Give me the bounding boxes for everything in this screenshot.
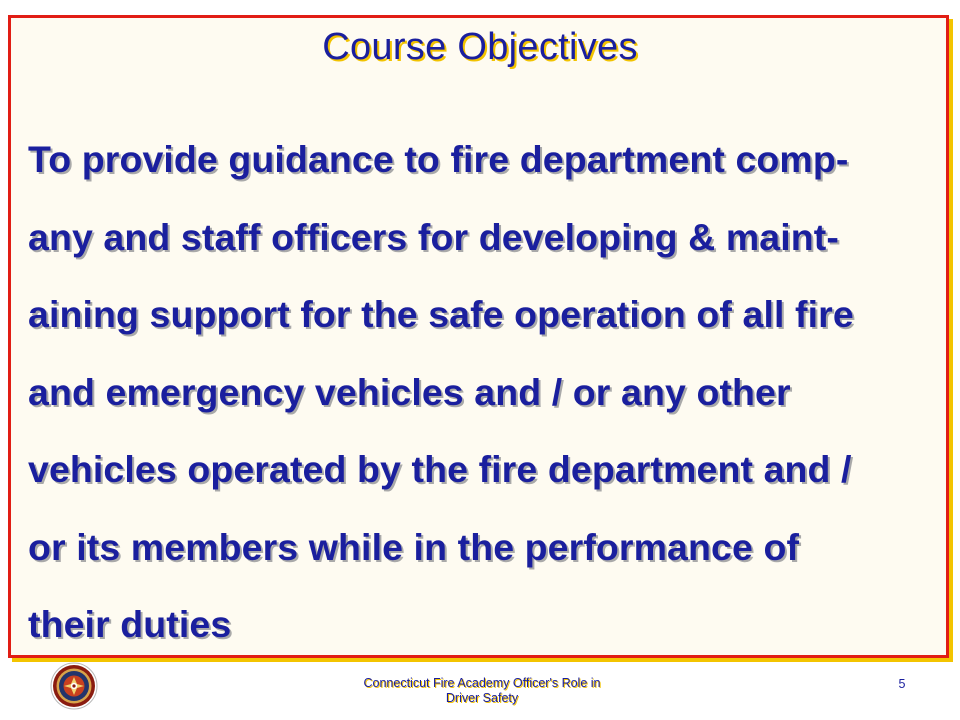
objective-text [28,129,918,672]
objective-line: and emergency vehicles and / or any other [28,370,791,413]
footer-caption [340,676,624,706]
objective-line: aining support for the safe operation of all fire [28,293,854,335]
slide-title: Course Objectives [322,26,638,68]
footer-caption-line: Connecticut Fire Academy Officer's Role in [363,676,601,690]
objective-line: or its members while in the performance of [28,525,800,568]
page-number: 5 [898,677,906,691]
objective-line: any and staff officers for developing & maint- [28,215,839,258]
objective-line: their duties [28,603,232,645]
objective-line: vehicles operated by the fire department and / [28,448,852,490]
footer-caption-line: Driver Safety [445,691,519,705]
fire-academy-seal-icon [50,662,98,710]
objective-line: To provide guidance to fire department comp- [28,138,849,180]
